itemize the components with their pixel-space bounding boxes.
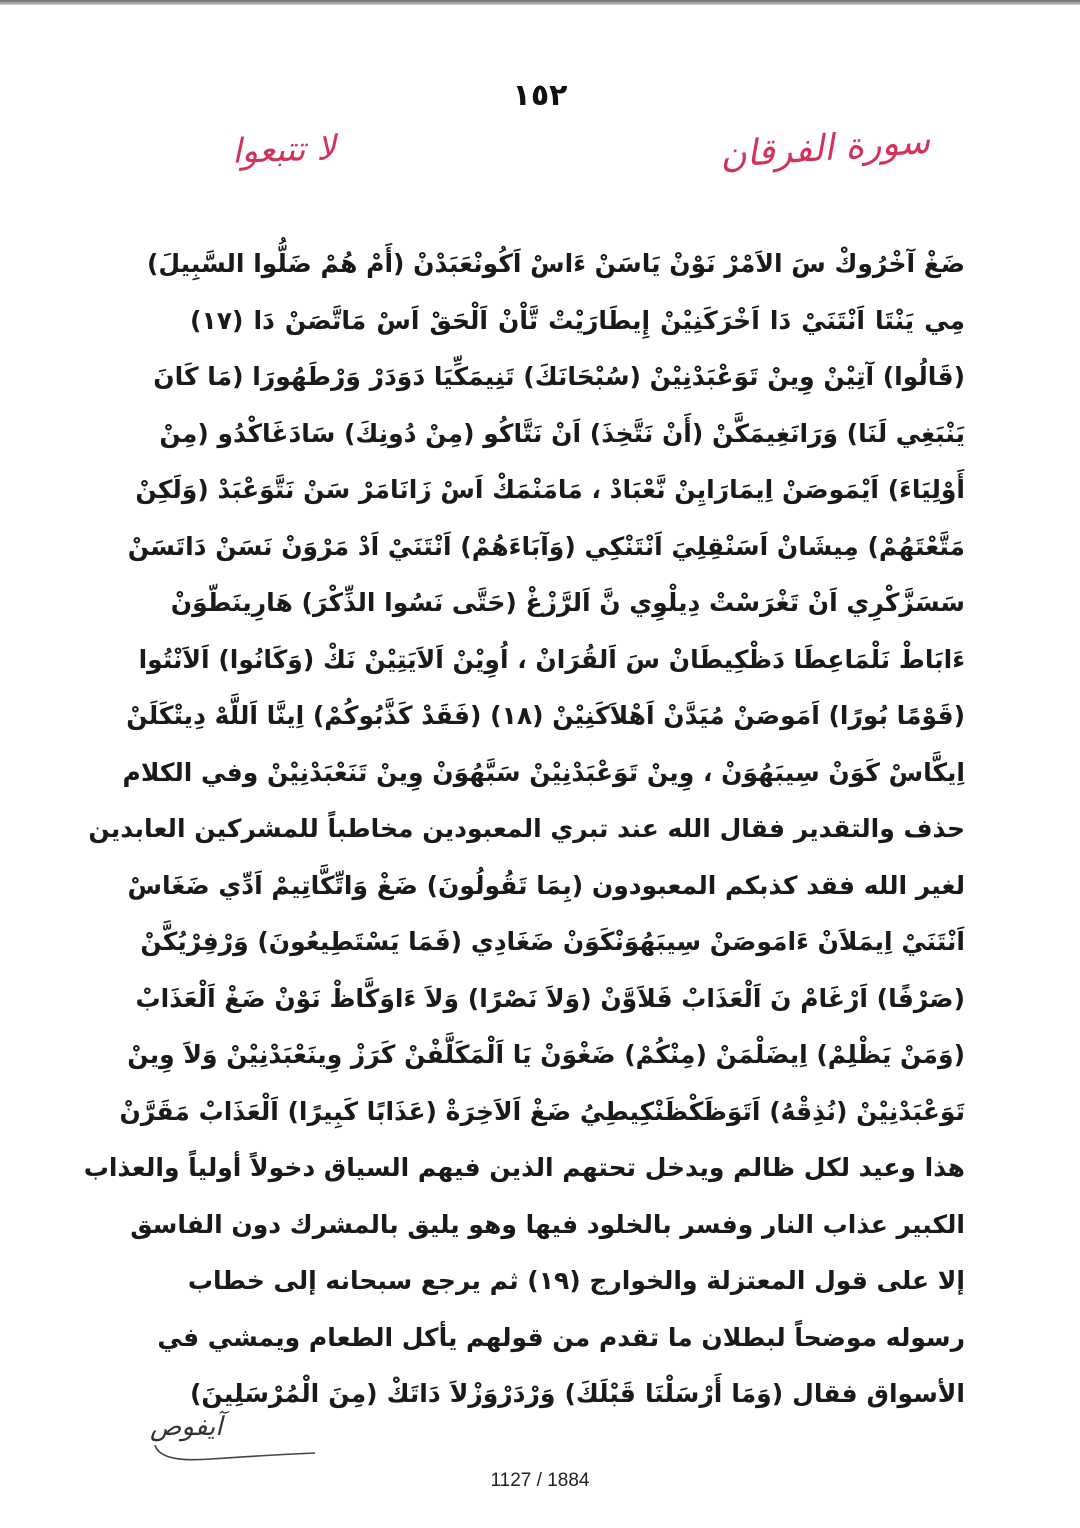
- margin-note-left: لا تتبعوا: [231, 128, 337, 172]
- text-line: رسوله موضحاً لبطلان ما تقدم من قولهم يأكل الطعام ويمشي في: [157, 1322, 965, 1352]
- text-line: لغير الله فقد كذبكم المعبودون (بِمَا تَقُولُونَ) ضَغْ وَاتِّكَّاتِيمْ اَدِّي ضَغَاسْ: [127, 870, 965, 900]
- text-line: يَنْبَغِي لَنَا) وَرَانَغِيمَكَّنْ (أَنْ نَتَّخِذَ) اَنْ نَتَّاكُو (مِنْ دُونِكَ) سَادَغَاكْدُو (مِنْ: [159, 418, 965, 448]
- text-line: ءَابَاطْ نَلْمَاعِطَا دَظْكِيطَانْ سَ اَلقُرَانْ ، اُوِيْنْ اَلاَيَتِيْنْ نَكْ (وَكَانُوا) اَلاَنْتُوا: [138, 644, 965, 674]
- text-line: الكبير عذاب النار وفسر بالخلود فيها وهو يليق بالمشرك دون الفاسق: [130, 1209, 965, 1239]
- text-line: ضَغْ آخْرُوكْ سَ الاَمْرْ نَوْنْ يَاسَنْ ءَاسْ اَكُونْعَبَدْنْ (أَمْ هُمْ ضَلُّوا السَّبِيلَ): [146, 249, 965, 278]
- text-line: مِي يَنْتَا اَنْتَنَيْ دَا اَخْرَكَنِيْنْ إِيطَارَيْتْ تَّاْنْ اَلْحَقْ اَسْ مَاتَّصَنْ دَا (١٧): [190, 305, 965, 335]
- text-line: (قَوْمًا بُورًا) اَمَوصَنْ مُيَدَّنْ اَهْلاَكَنِيْنْ (١٨) (فَقَدْ كَذَّبُوكُمْ) اِينَّا اَللَّهْ دِيتْكَلَنْ: [126, 701, 965, 730]
- text-line: أَوْلِيَاءَ) اَيْمَوصَنْ اِيمَارَايِنْ نَّعْبَادْ ، مَامَنْمَكْ اَسْ زَانَامَرْ سَنْ نَتَّوَعْبَدْ (وَلَكِنْ: [135, 475, 965, 504]
- text-line: (قَالُوا) آتِيْنْ وِينْ تَوَعْبَدْنِيْنْ (سُبْحَانَكَ) تَنِيمَكِّيَا دَوَدَرْ وَرْطَهُورَا (مَا كَانَ: [153, 362, 965, 391]
- page-number: ١٥٢: [512, 78, 568, 113]
- text-line: الأسواق فقال (وَمَا أَرْسَلْنَا قَبْلَكَ) وَرْدَرْوَزْلاَ دَاتَكْ (مِنَ الْمُرْسَلِينَ): [190, 1379, 965, 1408]
- scan-top-edge: [0, 0, 1080, 5]
- text-line: (وَمَنْ يَظْلِمْ) اِيضَلْمَنْ (مِنْكُمْ) ضَغْوَنْ يَا اَلْمَكَلَّفْنْ كَرَزْ وِينَعْبَدْنِيْنْ وَلاَ وِينْ: [127, 1040, 965, 1069]
- text-line: حذف والتقدير فقال الله عند تبري المعبودين مخاطباً للمشركين العابدين: [88, 814, 965, 843]
- page-counter: 1127 / 1884: [490, 1470, 590, 1491]
- text-line: سَسَزَّكْرِي اَنْ تَغْرَسْتْ دِيلْوِي نَّ اَلرَّزْغْ (حَتَّى نَسُوا الذِّكْرَ) هَارِينَطّوَنْ: [170, 588, 965, 617]
- text-line: تَوَعْبَدْنِيْنْ (نُذِقْهُ) اَتَوَظَكْظَنْكِيطِيُ ضَغْ اَلاَخِرَةْ (عَذَابًا كَبِيرًا) اَلْعَذَابْ مَقَرَّنْ: [119, 1096, 965, 1126]
- text-line: (صَرْفًا) اَرْغَامْ نَ اَلْعَذَابْ فَلاَوَّنْ (وَلاَ نَصْرًا) وَلاَ ءَاوَكَّاظْ نَوْنْ ضَغْ اَلْعَذَابْ: [135, 983, 965, 1013]
- catchword-stroke: [150, 1425, 320, 1465]
- text-line: اَنْتَنَيْ اِيمَلاَنْ ءَامَوصَنْ سِيبَهُوَنْكَوَنْ ضَغَادِي (فَمَا يَسْتَطِيعُونَ) وَرْفِرْيُكَّنْ: [140, 927, 965, 956]
- text-line: هذا وعيد لكل ظالم ويدخل تحتهم الذين فيهم السياق دخولاً أولياً والعذاب: [83, 1153, 965, 1182]
- text-line: اِيكَّاسْ كَوَنْ سِيبَهُوَنْ ، وِينْ تَوَعْبَدْنِيْنْ سَبَّهُوَنْ وِينْ تَنَعْبَدْنِيْنْ وفي الكلام: [122, 757, 965, 787]
- text-line: مَتَّعْتَهُمْ) مِيشَانْ اَسَنْقِلِيَ اَنْتَنْكِي (وَآبَاءَهُمْ) اَنْتَنَيْ اَدْ مَرْوَنْ نَسَنْ دَاتَسَنْ: [127, 531, 965, 561]
- body-text: [83, 236, 965, 1423]
- margin-note-surah-title: سورة الفرقان: [718, 120, 932, 177]
- text-line: إلا على قول المعتزلة والخوارج (١٩) ثم يرجع سبحانه إلى خطاب: [187, 1266, 965, 1295]
- handwritten-catchword: آيفوص: [150, 1412, 223, 1442]
